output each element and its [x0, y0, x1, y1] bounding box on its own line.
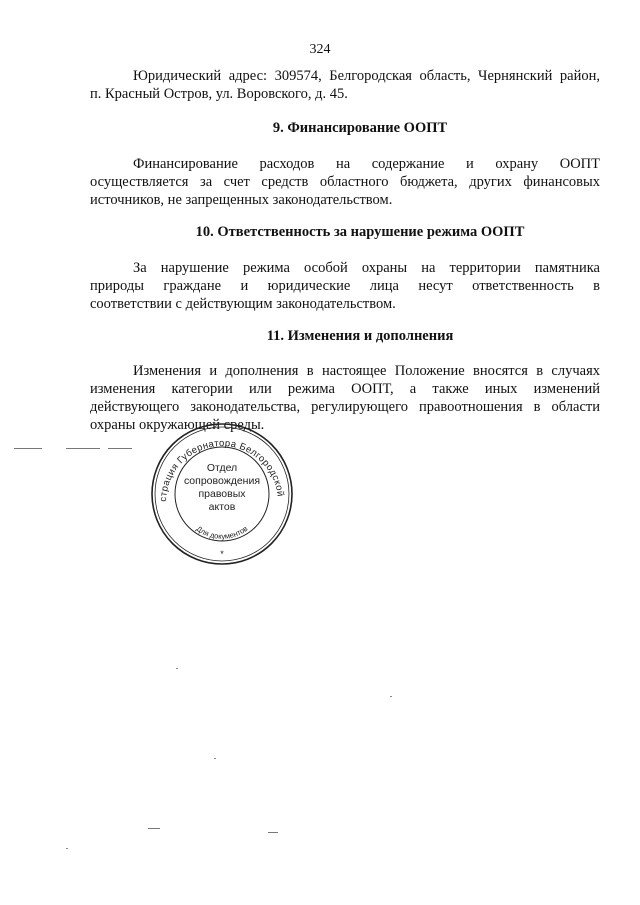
- scan-mark: [390, 696, 392, 697]
- paragraph-line: Изменения и дополнения в настоящее Положение вносятся в случаях: [133, 363, 600, 379]
- stamp-star: *: [220, 549, 224, 559]
- paragraph-line: охраны окружающей среды.: [90, 417, 265, 433]
- scan-mark: [176, 668, 178, 669]
- paragraph-line: источников, не запрещенных законодательством.: [90, 192, 393, 208]
- section-heading: 11. Изменения и дополнения: [266, 328, 454, 344]
- section-heading: 9. Финансирование ООПТ: [272, 120, 448, 136]
- stamp-outer-text: страция Губернатора Белгородской: [157, 437, 286, 502]
- page-number: 324: [309, 42, 331, 57]
- scan-mark: [108, 448, 132, 449]
- stamp-center-line: Отдел: [206, 462, 238, 474]
- paragraph-line: соответствии с действующим законодательством.: [90, 296, 396, 312]
- paragraph-line: Финансирование расходов на содержание и охрану ООПТ: [133, 156, 600, 172]
- scan-mark: [148, 828, 160, 829]
- svg-text:Для документов: [195, 524, 250, 541]
- scan-mark: [214, 758, 216, 759]
- paragraph-line: осуществляется за счет средств областного бюджета, других финансовых: [90, 174, 600, 190]
- scan-mark: [14, 448, 42, 449]
- official-stamp: [148, 420, 296, 568]
- paragraph-line: изменения категории или режима ООПТ, а также иных изменений: [90, 381, 600, 397]
- scan-mark: [268, 832, 278, 833]
- scan-mark: [66, 848, 68, 849]
- paragraph-line: действующего законодательства, регулирующего правоотношения в области: [90, 399, 600, 415]
- paragraph-line: За нарушение режима особой охраны на территории памятника: [133, 260, 600, 276]
- address-line-2: п. Красный Остров, ул. Воровского, д. 45.: [90, 86, 348, 102]
- scan-mark: [66, 448, 100, 449]
- section-heading: 10. Ответственность за нарушение режима ООПТ: [195, 224, 525, 240]
- address-line-1: Юридический адрес: 309574, Белгородская область, Чернянский район,: [133, 68, 600, 84]
- stamp-center-line: актов: [208, 501, 236, 513]
- stamp-center-line: правовых: [198, 488, 246, 500]
- paragraph-line: природы граждане и юридические лица несут ответственность в: [90, 278, 600, 294]
- stamp-center-line: сопровождения: [183, 475, 261, 487]
- stamp-bottom-text: Для документов: [194, 523, 250, 541]
